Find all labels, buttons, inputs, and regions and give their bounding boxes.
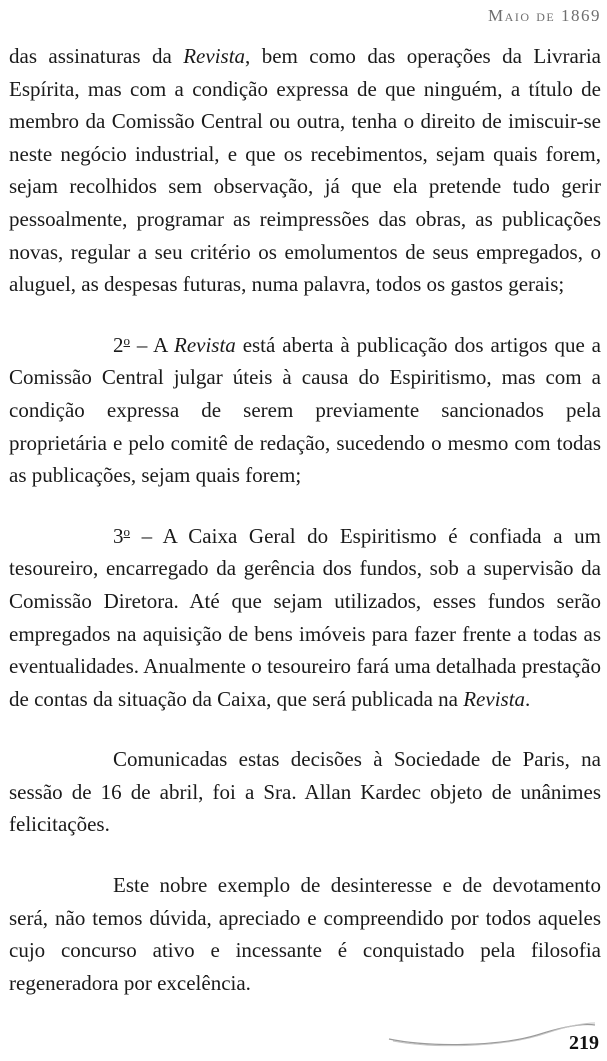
paragraph-3-italic: Revista: [463, 686, 526, 711]
paragraph-2-text-a: – A: [130, 332, 174, 357]
page-number: 219: [569, 1032, 599, 1054]
item-3-number: 3: [113, 523, 124, 548]
paragraph-3: [9, 520, 601, 716]
paragraph-2-text-b: está aberta à publicação dos artigos que a Comissão Central julgar úteis à causa do Espiritismo, mas com a condição expressa de serem previamente sancionados pela proprietária e pelo comitê de redação, sucedendo o mesmo com todas as publicações, sejam quais forem;: [9, 332, 601, 488]
paragraph-2-italic: Revista: [174, 332, 236, 357]
item-2-number: 2: [113, 332, 124, 357]
paragraph-1-italic: Revista: [183, 44, 246, 68]
item-3-ordinal: o: [123, 523, 131, 539]
paragraph-5: Este nobre exemplo de desinteresse e de devotamento será, não temos dúvida, apreciado e compreendido por todos aqueles cujo concurso ativo e incessante é conquistado pela filosofia regeneradora por excelência.: [9, 873, 601, 995]
page-body: [9, 40, 601, 999]
paragraph-1-text-a: das assinaturas da: [9, 44, 184, 68]
paragraph-1: [9, 40, 601, 301]
paragraph-4: Comunicadas estas decisões à Sociedade de Paris, na sessão de 16 de abril, foi a Sra. Allan Kardec objeto de unânimes felicitações.: [9, 747, 601, 837]
decorative-swoosh: [387, 1017, 597, 1047]
paragraph-2: [9, 329, 601, 492]
paragraph-1-text-b: , bem como das operações da Livraria Espírita, mas com a condição expressa de que ninguém, a título de membro da Comissão Central ou outra, tenha o direito de imiscuir-se neste negócio industrial, e que os recebimentos, sejam quais forem, sejam recolhidos sem observação, já que ela pretende tudo gerir pessoalmente, programar as reimpressões das obras, as publicações novas, regular a seu critério os emolumentos de seus empregados, o aluguel, as despesas futuras, numa palavra, todos os gastos gerais;: [9, 44, 601, 297]
paragraph-3-text-b: .: [525, 686, 531, 711]
paragraph-3-text-a: – A Caixa Geral do Espiritismo é confiada a um tesoureiro, encarregado da gerência dos fundos, sob a supervisão da Comissão Diretora. Até que sejam utilizados, esses fundos serão empregados na aquisição de bens imóveis para fazer frente a todas as eventualidades. Anualmente o tesoureiro fará uma detalhada prestação de contas da situação da Caixa, que será publicada na: [9, 523, 601, 711]
running-head: Maio de 1869: [488, 6, 601, 25]
item-2-ordinal: o: [123, 332, 131, 348]
